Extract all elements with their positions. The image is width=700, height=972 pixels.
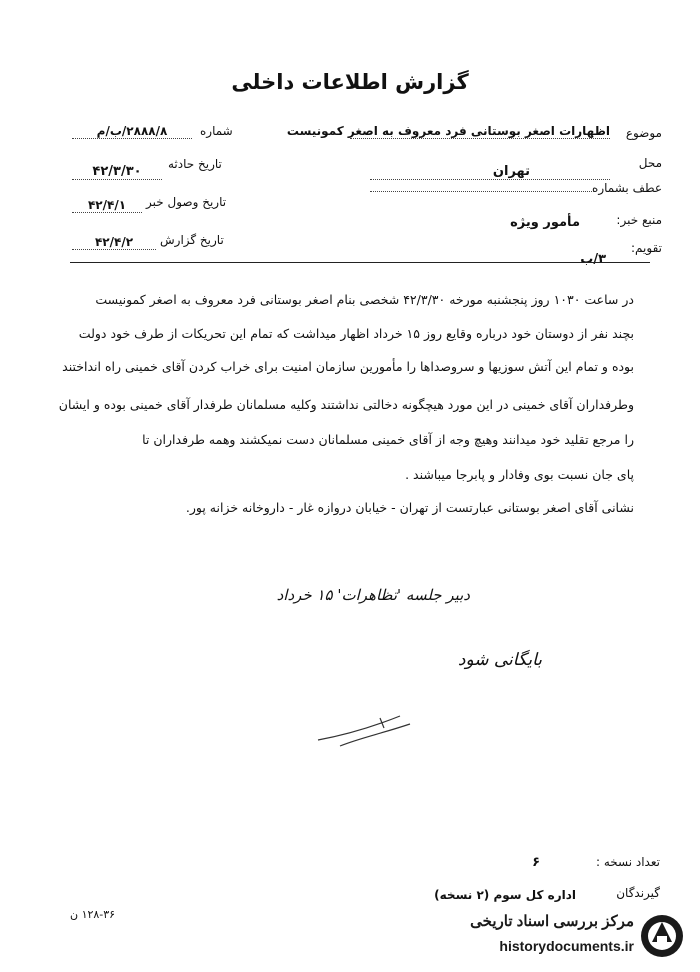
recipients-value: اداره کل سوم (۲ نسخه) — [434, 888, 576, 902]
body-line-7: نشانی آقای اصغر بوستانی عبارتست از تهران - خیابان دروازه غار - داروخانه خزانه پور. — [185, 500, 634, 515]
receipt-date-label: تاریخ وصول خبر — [146, 195, 227, 209]
receipt-date-value: ۴۲/۴/۱ — [72, 198, 142, 213]
source-label: منبع خبر: — [616, 213, 662, 227]
rating-label: تقویم: — [631, 241, 662, 255]
body-line-2: بچند نفر از دوستان خود درباره وقایع روز ۱۵ خرداد اظهار میداشت که تمام این تحریکات از طرف خود دولت — [78, 326, 634, 341]
document-title: گزارش اطلاعات داخلی — [231, 70, 469, 94]
subject-label: موضوع — [625, 126, 662, 140]
reference-label: عطف بشماره — [592, 181, 662, 195]
signature-scribble — [310, 698, 430, 758]
report-date-label: تاریخ گزارش — [160, 233, 224, 247]
body-line-6: پای جان نسبت بوی وفادار و پابرجا میباشند . — [405, 467, 634, 482]
watermark — [418, 906, 690, 964]
event-date-label: تاریخ حادثه — [168, 157, 222, 171]
header-divider — [70, 262, 650, 263]
copies-value: ۶ — [532, 855, 540, 870]
body-line-4: وطرفداران آقای خمینی در این مورد هیچگونه دخالتی نداشتند وکلیه مسلمانان طرفدار آقای خمینی بوده و ایشان — [58, 397, 634, 412]
archive-logo-icon — [638, 912, 686, 960]
body-line-1: در ساعت ۱۰۳۰ روز پنجشنبه مورخه ۴۲/۳/۳۰ شخصی بنام اصغر بوستانی فرد معروف به اصغر کمونیست — [95, 292, 634, 307]
recipients-label: گیرندگان — [616, 886, 660, 900]
reference-line — [370, 190, 594, 192]
number-value: ۲۸۸۸/۸/ب/م — [72, 124, 192, 139]
number-label: شماره — [200, 124, 233, 138]
watermark-url: historydocuments.ir — [499, 938, 634, 954]
body-line-3: بوده و تمام این آتش سوزیها و سروصداها را مأمورین سازمان امنیت برای خراب کردن آقای خمینی راه انداختند — [62, 359, 634, 374]
subject-value: اظهارات اصغر بوستانی فرد معروف به اصغر کمونیست — [286, 124, 610, 138]
handwritten-note: دبیر جلسه 'تظاهرات' ۱۵ خرداد — [276, 586, 470, 604]
document-code: ۱۲۸-۳۶ ن — [70, 908, 116, 921]
report-date-value: ۴۲/۴/۲ — [72, 235, 156, 250]
body-line-5: را مرجع تقلید خود میدانند وهیچ وجه از آقای خمینی مسلمانان دست نمیکشند وهمه طرفداران تا — [142, 432, 634, 447]
place-label: محل — [638, 156, 662, 170]
copies-label: تعداد نسخه : — [595, 855, 660, 869]
rating-value: ۳/ب — [580, 252, 606, 267]
place-value: تهران — [370, 164, 610, 180]
event-date-value: ۴۲/۳/۳۰ — [72, 164, 162, 180]
handwritten-archive-note: بایگانی شود — [457, 650, 542, 670]
source-value: مأمور ویژه — [510, 215, 580, 230]
watermark-name: مرکز بررسی اسناد تاریخی — [470, 913, 634, 930]
